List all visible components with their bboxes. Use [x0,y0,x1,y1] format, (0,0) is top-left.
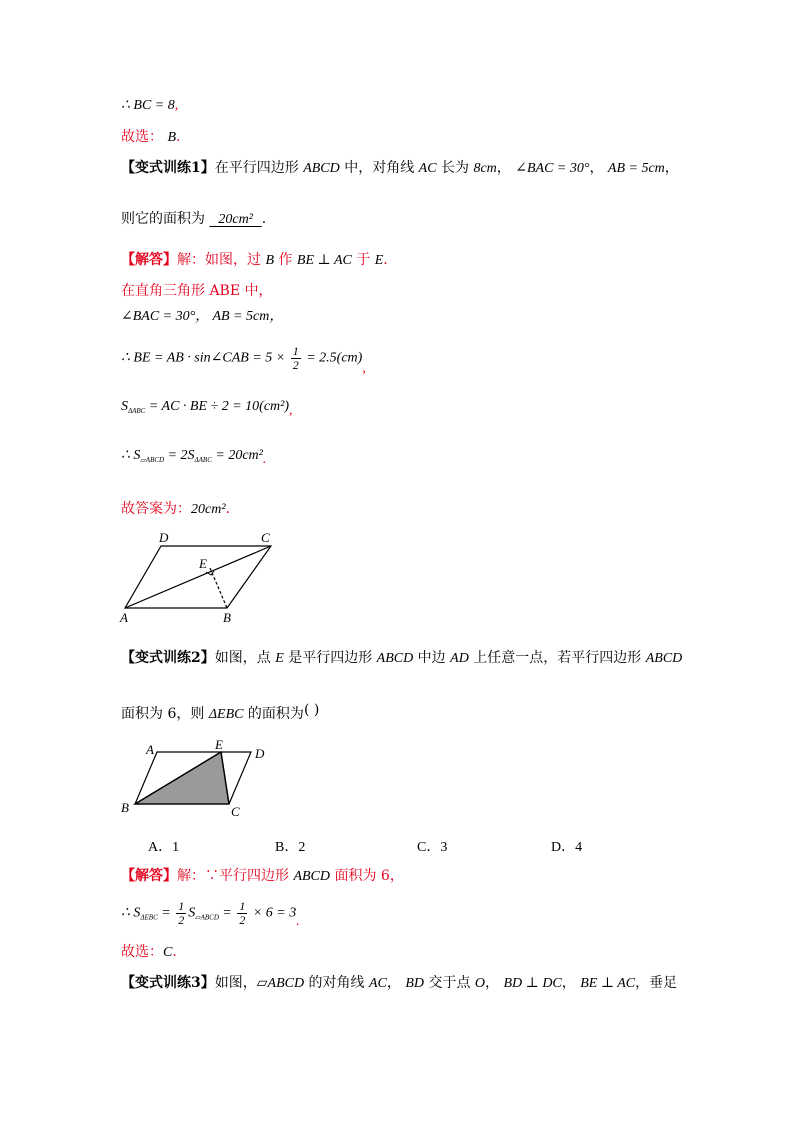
text: 面积为 6，则 [121,706,209,722]
solution-2-line-1 [121,866,404,887]
text: 在直角三角形 ABE 中， [121,283,273,299]
text: 面积为 6， [330,868,404,884]
math-bd-perp-dc: BD ⊥ DC [503,976,562,991]
text: ， [386,975,406,991]
math-be-calc: ∴ BE = AB · sin∠CAB = 5 × [121,350,289,366]
subscript: ▱ABCD [140,456,165,464]
text: 的面积为 [243,706,304,722]
exercise-2-line-2 [121,704,319,725]
solution-1-line-5: $S_{\Delta ABC}$ = AC · BE ÷ 2 = 10(cm²), [121,399,293,418]
math-angle: ∠BAC = 30° [515,161,590,176]
math-be-result: = 2.5(cm) [302,350,363,366]
answer-letter: B [167,130,177,145]
solution-1-line-1: 【解答】解：如图，过 B 作 BE ⊥ AC 于 E. [121,252,388,268]
math-perp: BE ⊥ AC [296,253,352,268]
math-s: ∴ S [121,905,141,921]
text: 的对角线 [304,975,369,991]
label-b: B [223,610,231,625]
text: ， [485,975,504,991]
exercise-2-line-1 [121,648,682,669]
exercise-3-line-1 [121,973,677,994]
math-abcd: ABCD [293,869,331,884]
label-a: A [120,610,128,625]
label-c: C [261,530,270,545]
math-abcd: ABCD [376,651,414,666]
text: 则它的面积为 [121,211,210,227]
text: 中边 [413,650,451,666]
figure-2-parallelogram [115,736,275,822]
label-c: C [231,804,240,819]
math-e: E [374,253,384,268]
comma: , [174,98,179,113]
math-b: B [265,253,275,268]
answer-choice-line: 故选： B. [121,129,181,145]
math-area-abcd: = 20cm² [211,448,263,463]
math-length: 8cm [473,161,497,176]
math-o: O [474,976,486,991]
math-be-perp-ac: BE ⊥ AC [580,976,636,991]
label-a: A [146,742,154,757]
solution-1-answer: 故答案为：20cm². [121,501,230,517]
solution-1-line-3 [121,307,283,327]
numerator: 1 [292,344,299,358]
fraction-half [291,345,301,372]
option-a: A．1 [148,840,180,855]
math-given: ∠BAC = 30°， AB = 5cm， [121,309,284,324]
text: 如图， [214,975,257,991]
option-d: D．4 [551,840,583,855]
text: 上任意一点，若平行四边形 [468,650,646,666]
math-s: S [121,399,128,414]
solution-1-line-4: ∴ BE = AB · sin∠CAB = 5 × $\frac{1}{2}$ = 2.5(cm), [121,344,366,376]
label-e: E [215,737,223,752]
exercise-3-tag: 【变式训练3】 [121,975,215,991]
math-abcd: ▱ABCD [256,976,305,991]
text: . [261,211,267,227]
fraction-half [237,900,247,927]
option-b: B．2 [275,840,306,855]
math-abcd: ABCD [303,161,340,176]
answer-letter: C [163,945,173,960]
math-result: × 6 = 3 [249,905,297,921]
label-d: D [159,530,169,545]
text: 在平行四边形 [214,160,304,176]
solution-tag: 【解答】 [121,868,177,884]
answer-value: 20cm² [191,502,226,517]
solution-2-line-2: ∴ $S_{\Delta EBC}$ = $\frac{1}{2}$ $S_{▱ABCD}$ = $\frac{1}{2}$ × 6 = 3. [121,899,300,929]
text: ，垂足 [635,975,678,991]
math-ac: AC [418,161,437,176]
math-ad: AD [450,651,469,666]
answer-prefix: 故选： [121,129,163,145]
math-s: ∴ S [121,448,141,463]
text: 中，对角线 [339,160,419,176]
text: 解：如图，过 [177,252,266,268]
math-bd: BD [405,976,424,991]
math-abcd: ABCD [645,651,683,666]
math-area-abc: = AC · BE ÷ 2 = 10(cm²) [145,399,290,414]
math-s: S [188,905,196,921]
bc-value: ∴ BC = 8 [121,98,175,113]
denominator: 2 [292,358,299,372]
subscript: ΔABC [194,456,212,464]
label-e: E [199,556,207,571]
fraction-half [176,900,186,927]
text: 作 [274,252,297,268]
exercise-1-tag: 【变式训练1】 [121,160,215,176]
text: 故答案为： [121,501,191,517]
denominator: 2 [178,913,185,927]
answer-blank: 20cm² [218,212,253,227]
exercise-1-line-1: 【变式训练1】在平行四边形 ABCD 中，对角线 AC 长为 8cm， ∠BAC = 30°， AB = 5cm， [121,160,679,176]
text: 交于点 [424,975,475,991]
math-2s: = 2S [164,448,195,463]
statement-bc-equals-8 [121,96,178,116]
numerator: 1 [178,899,185,913]
math-triangle-ebc: ΔEBC [208,707,244,722]
math-ab: AB = 5cm [607,161,665,176]
option-c: C．3 [417,840,448,855]
text: 长为 [436,160,474,176]
text: ， [561,975,581,991]
exercise-1-line-2 [121,209,266,230]
exercise-2-tag: 【变式训练2】 [121,650,215,666]
math-e: E [275,651,284,666]
answer-parentheses: ( ) [303,702,320,718]
numerator: 1 [239,899,246,913]
label-b: B [121,800,129,815]
figure-1-parallelogram [115,528,315,626]
subscript: ΔABC [128,407,146,415]
text: 于 [351,252,375,268]
text: 如图，点 [214,650,276,666]
perpendicular-be [210,568,227,608]
subscript: ▱ABCD [195,913,219,922]
label-d: D [255,746,265,761]
text: 故选： [121,944,163,960]
subscript: ΔEBC [140,913,158,922]
solution-1-line-2 [121,281,273,301]
solution-tag: 【解答】 [121,252,177,268]
math-ac: AC [368,976,387,991]
solution-2-answer: 故选：C. [121,944,177,960]
text: 是平行四边形 [283,650,377,666]
equals: = [157,905,175,921]
solution-1-line-6: ∴ $S_{▱ABCD} = 2S_{\Delta ABC} = 20cm^2$. [121,448,267,467]
text: 解：∵平行四边形 [177,868,294,884]
denominator: 2 [239,913,246,927]
